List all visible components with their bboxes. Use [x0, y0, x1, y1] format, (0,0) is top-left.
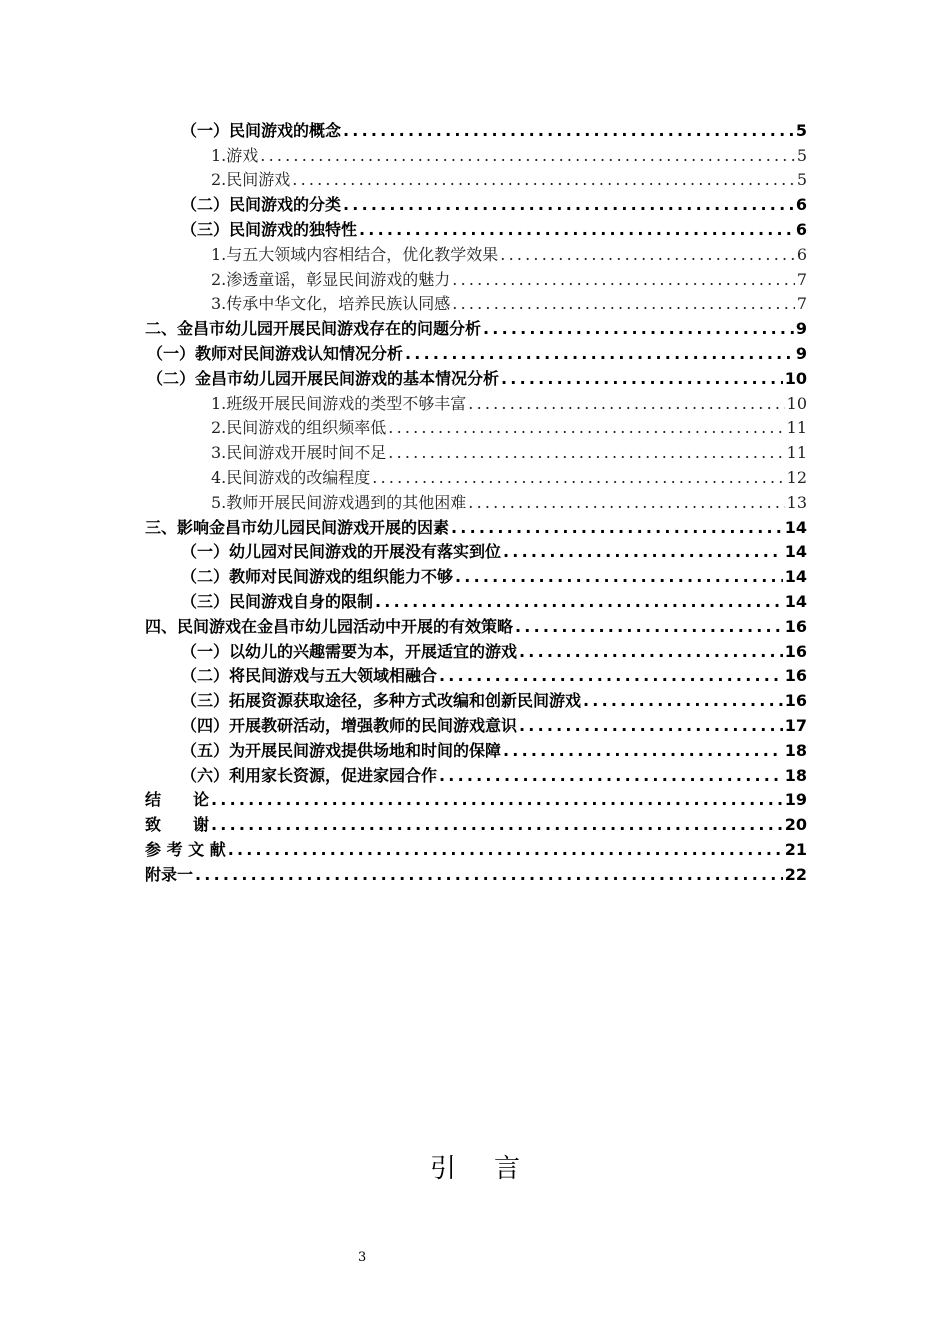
- toc-entry[interactable]: [0, 364, 950, 389]
- toc-entry-page: 5: [796, 170, 807, 190]
- toc-leader-dots: [515, 617, 783, 637]
- toc-entry-label: 2.民间游戏: [211, 170, 291, 190]
- toc-entry-page: 7: [796, 294, 807, 314]
- toc-entry-label: 二、金昌市幼儿园开展民间游戏存在的问题分析: [145, 319, 482, 339]
- toc-entry-label: 1.游戏: [211, 145, 259, 165]
- toc-entry-page: 14: [784, 542, 807, 562]
- toc-leader-dots: [500, 245, 795, 265]
- toc-entry[interactable]: [0, 463, 950, 488]
- toc-leader-dots: [375, 592, 783, 612]
- toc-leader-dots: [211, 815, 783, 835]
- toc-leader-dots: [260, 146, 795, 166]
- toc-entry[interactable]: [0, 339, 950, 364]
- toc-entry-page: 13: [786, 492, 807, 512]
- toc-entry[interactable]: [0, 860, 805, 885]
- toc-entry-page: 9: [795, 319, 807, 339]
- toc-leader-dots: [228, 840, 783, 860]
- toc-leader-dots: [452, 270, 795, 290]
- toc-entry-label: （三）拓展资源获取途径，多种方式改编和创新民间游戏: [181, 691, 582, 711]
- toc-entry-page: 9: [795, 343, 807, 363]
- toc-entry[interactable]: [0, 389, 950, 414]
- toc-entry-label: 四、民间游戏在金昌市幼儿园活动中开展的有效策略: [145, 616, 514, 636]
- toc-leader-dots: [519, 642, 783, 662]
- toc-entry[interactable]: [0, 166, 950, 191]
- table-of-contents: [0, 116, 950, 885]
- toc-leader-dots: [519, 716, 783, 736]
- toc-leader-dots: [451, 518, 783, 538]
- toc-leader-dots: [483, 319, 794, 339]
- toc-leader-dots: [503, 741, 783, 761]
- toc-entry[interactable]: [0, 662, 950, 687]
- toc-leader-dots: [452, 294, 795, 314]
- toc-entry[interactable]: [0, 612, 805, 637]
- toc-entry[interactable]: [0, 116, 950, 141]
- toc-leader-dots: [292, 170, 795, 190]
- toc-entry-page: 17: [784, 715, 807, 735]
- toc-entry-page: 16: [784, 691, 807, 711]
- toc-entry-page: 20: [784, 815, 807, 835]
- toc-entry[interactable]: [0, 215, 950, 240]
- toc-entry[interactable]: [0, 637, 950, 662]
- toc-entry-label: （二）教师对民间游戏的组织能力不够: [181, 567, 454, 587]
- toc-entry[interactable]: [0, 190, 950, 215]
- toc-leader-dots: [501, 369, 783, 389]
- toc-entry-label: 附录一: [145, 864, 194, 884]
- toc-entry-page: 16: [784, 641, 807, 661]
- toc-entry-page: 6: [795, 195, 807, 215]
- toc-entry[interactable]: [0, 265, 950, 290]
- toc-entry-page: 7: [796, 269, 807, 289]
- toc-entry-label: （一）民间游戏的概念: [181, 120, 342, 140]
- toc-entry[interactable]: [0, 736, 950, 761]
- toc-entry[interactable]: [0, 290, 950, 315]
- toc-entry[interactable]: [0, 240, 950, 265]
- toc-entry-page: 11: [786, 443, 807, 463]
- toc-leader-dots: [388, 418, 784, 438]
- toc-entry-page: 6: [795, 219, 807, 239]
- toc-entry-page: 16: [784, 666, 807, 686]
- toc-entry-page: 6: [796, 244, 807, 264]
- toc-entry-page: 22: [784, 864, 807, 884]
- toc-entry[interactable]: [0, 786, 805, 811]
- toc-leader-dots: [468, 493, 784, 513]
- toc-entry-label: （四）开展教研活动，增强教师的民间游戏意识: [181, 715, 518, 735]
- toc-entry[interactable]: [0, 538, 950, 563]
- toc-entry[interactable]: [0, 562, 950, 587]
- toc-entry-label: （一）教师对民间游戏认知情况分析: [147, 343, 404, 363]
- toc-leader-dots: [503, 542, 783, 562]
- toc-entry-page: 5: [796, 145, 807, 165]
- toc-entry-page: 19: [784, 790, 807, 810]
- toc-entry-label: 1.班级开展民间游戏的类型不够丰富: [211, 393, 467, 413]
- toc-entry-page: 11: [786, 418, 807, 438]
- toc-leader-dots: [468, 394, 784, 414]
- toc-leader-dots: [343, 195, 794, 215]
- toc-entry[interactable]: [0, 414, 950, 439]
- page-number: 3: [358, 1250, 367, 1265]
- toc-entry-label: （二）民间游戏的分类: [181, 195, 342, 215]
- toc-entry-label: （三）民间游戏自身的限制: [181, 591, 374, 611]
- toc-entry-label: 3.传承中华文化，培养民族认同感: [211, 294, 451, 314]
- toc-entry[interactable]: [0, 587, 950, 612]
- section-heading: 引言: [429, 1154, 558, 1184]
- toc-entry-label: 4.民间游戏的改编程度: [211, 467, 371, 487]
- toc-entry-label: （二）将民间游戏与五大领域相融合: [181, 666, 438, 686]
- toc-entry-page: 14: [784, 591, 807, 611]
- toc-entry-label: 致 谢: [145, 815, 210, 835]
- toc-entry[interactable]: [0, 513, 805, 538]
- toc-entry-page: 10: [784, 368, 807, 388]
- toc-entry-label: 5.教师开展民间游戏遇到的其他困难: [211, 492, 467, 512]
- toc-entry-label: 三、影响金昌市幼儿园民间游戏开展的因素: [145, 517, 450, 537]
- toc-entry-label: 2.民间游戏的组织频率低: [211, 418, 387, 438]
- toc-entry-label: 参 考 文 献: [145, 839, 226, 859]
- toc-entry[interactable]: [0, 141, 950, 166]
- toc-entry-label: （二）金昌市幼儿园开展民间游戏的基本情况分析: [147, 368, 500, 388]
- toc-entry-label: 2.渗透童谣，彰显民间游戏的魅力: [211, 269, 451, 289]
- toc-leader-dots: [211, 790, 783, 810]
- toc-entry-page: 10: [786, 393, 807, 413]
- toc-leader-dots: [388, 443, 784, 463]
- toc-entry[interactable]: [0, 761, 950, 786]
- toc-entry-page: 5: [795, 120, 807, 140]
- toc-entry-label: （一）以幼儿的兴趣需要为本，开展适宜的游戏: [181, 641, 518, 661]
- toc-entry[interactable]: [0, 810, 805, 835]
- toc-leader-dots: [359, 220, 794, 240]
- toc-entry-label: （五）为开展民间游戏提供场地和时间的保障: [181, 740, 502, 760]
- toc-leader-dots: [372, 468, 784, 488]
- toc-entry-page: 18: [784, 740, 807, 760]
- toc-entry-page: 21: [784, 839, 807, 859]
- toc-entry-label: 结 论: [145, 790, 210, 810]
- toc-entry[interactable]: [0, 488, 950, 513]
- toc-entry-page: 18: [784, 765, 807, 785]
- toc-entry[interactable]: [0, 438, 950, 463]
- toc-entry-page: 16: [784, 616, 807, 636]
- toc-leader-dots: [439, 766, 783, 786]
- toc-leader-dots: [405, 344, 794, 364]
- toc-leader-dots: [439, 666, 783, 686]
- toc-entry-label: （三）民间游戏的独特性: [181, 219, 358, 239]
- toc-entry-label: 1.与五大领域内容相结合，优化教学效果: [211, 244, 499, 264]
- toc-entry-page: 14: [784, 517, 807, 537]
- toc-entry[interactable]: [0, 314, 805, 339]
- toc-leader-dots: [343, 121, 794, 141]
- toc-leader-dots: [583, 691, 783, 711]
- toc-entry-page: 14: [784, 567, 807, 587]
- toc-entry-label: （六）利用家长资源，促进家园合作: [181, 765, 438, 785]
- toc-entry-label: （一）幼儿园对民间游戏的开展没有落实到位: [181, 542, 502, 562]
- toc-entry-page: 12: [786, 467, 807, 487]
- toc-entry[interactable]: [0, 835, 805, 860]
- toc-entry[interactable]: [0, 711, 950, 736]
- toc-leader-dots: [455, 567, 783, 587]
- toc-entry-label: 3.民间游戏开展时间不足: [211, 443, 387, 463]
- toc-entry[interactable]: [0, 686, 950, 711]
- toc-leader-dots: [195, 865, 783, 885]
